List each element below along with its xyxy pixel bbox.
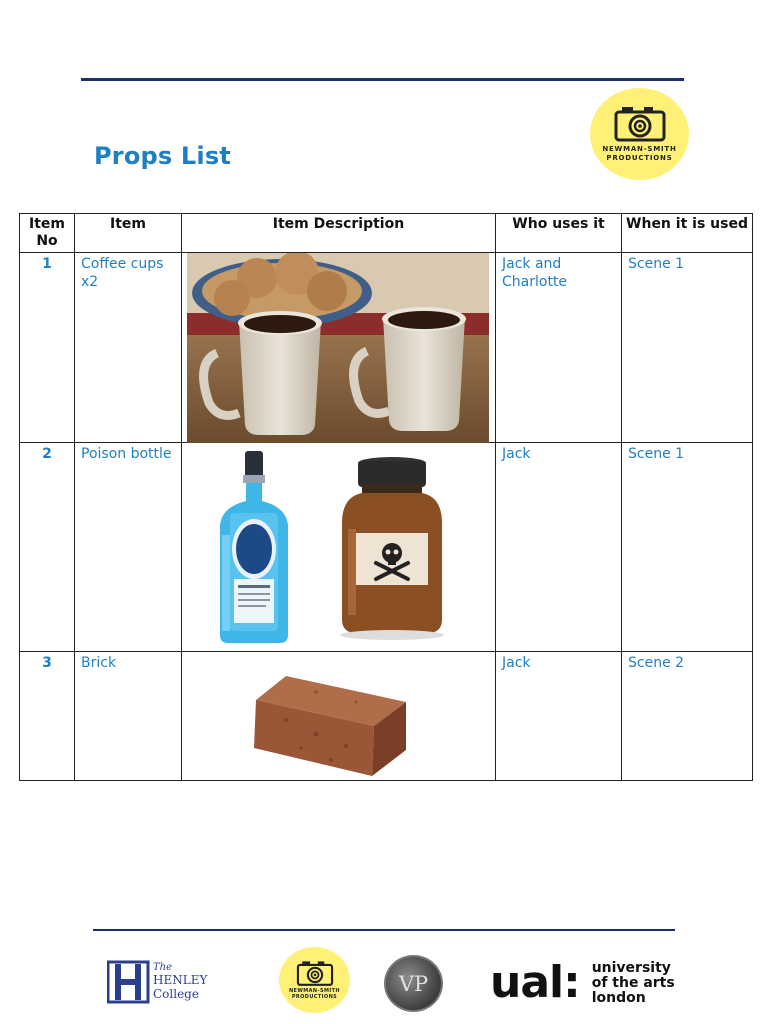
henley-line3: College <box>153 987 199 1001</box>
who-uses-it: Jack <box>496 652 622 781</box>
table-row <box>20 253 753 443</box>
item-description-cell <box>182 443 496 652</box>
vp-logo: VP <box>384 955 443 1012</box>
bottom-rule <box>93 929 675 931</box>
table-row <box>20 652 753 781</box>
henley-line2: HENLEY <box>153 973 208 987</box>
header-when-it-is-used: When it is used <box>622 214 753 253</box>
item-number: 2 <box>20 443 75 652</box>
item-number: 1 <box>20 253 75 443</box>
ual-line2: of the arts <box>591 974 675 991</box>
header-item: Item <box>75 214 182 253</box>
header-who-uses-it: Who uses it <box>496 214 622 253</box>
camera-icon <box>612 105 668 143</box>
page-title: Props List <box>94 142 232 170</box>
when-it-is-used: Scene 1 <box>622 443 753 652</box>
badge-line1: NEWMAN-SMITH <box>288 987 341 994</box>
poison-jar-photo <box>328 449 456 645</box>
ual-line1: university <box>591 959 671 976</box>
ual-line3: london <box>591 989 646 1006</box>
who-uses-it: Jack and Charlotte <box>496 253 622 443</box>
props-table <box>19 213 753 781</box>
item-name: Coffee cups x2 <box>75 253 182 443</box>
ual-mark: ual: <box>490 957 580 1008</box>
henley-college-logo <box>107 958 211 1006</box>
header-item-no: Item No <box>20 214 75 253</box>
camera-icon <box>295 960 335 987</box>
henley-line1: The <box>153 962 173 973</box>
brick-photo <box>246 662 416 780</box>
when-it-is-used: Scene 2 <box>622 652 753 781</box>
when-it-is-used: Scene 1 <box>622 253 753 443</box>
logo-text-line1: NEWMAN-SMITH <box>602 145 677 154</box>
gin-bottle-photo <box>214 449 294 645</box>
badge-line2: PRODUCTIONS <box>291 994 338 1000</box>
ual-logo <box>490 958 675 1008</box>
newman-smith-footer-logo <box>279 947 350 1013</box>
item-number: 3 <box>20 652 75 781</box>
item-name: Poison bottle <box>75 443 182 652</box>
top-rule <box>81 78 684 81</box>
item-description-cell <box>182 253 496 443</box>
header-item-description: Item Description <box>182 214 496 253</box>
coffee-cups-photo <box>187 253 489 443</box>
logo-text-line2: PRODUCTIONS <box>606 154 673 162</box>
who-uses-it: Jack <box>496 443 622 652</box>
table-row <box>20 443 753 652</box>
item-description-cell <box>182 652 496 781</box>
newman-smith-logo <box>590 88 689 180</box>
item-name: Brick <box>75 652 182 781</box>
